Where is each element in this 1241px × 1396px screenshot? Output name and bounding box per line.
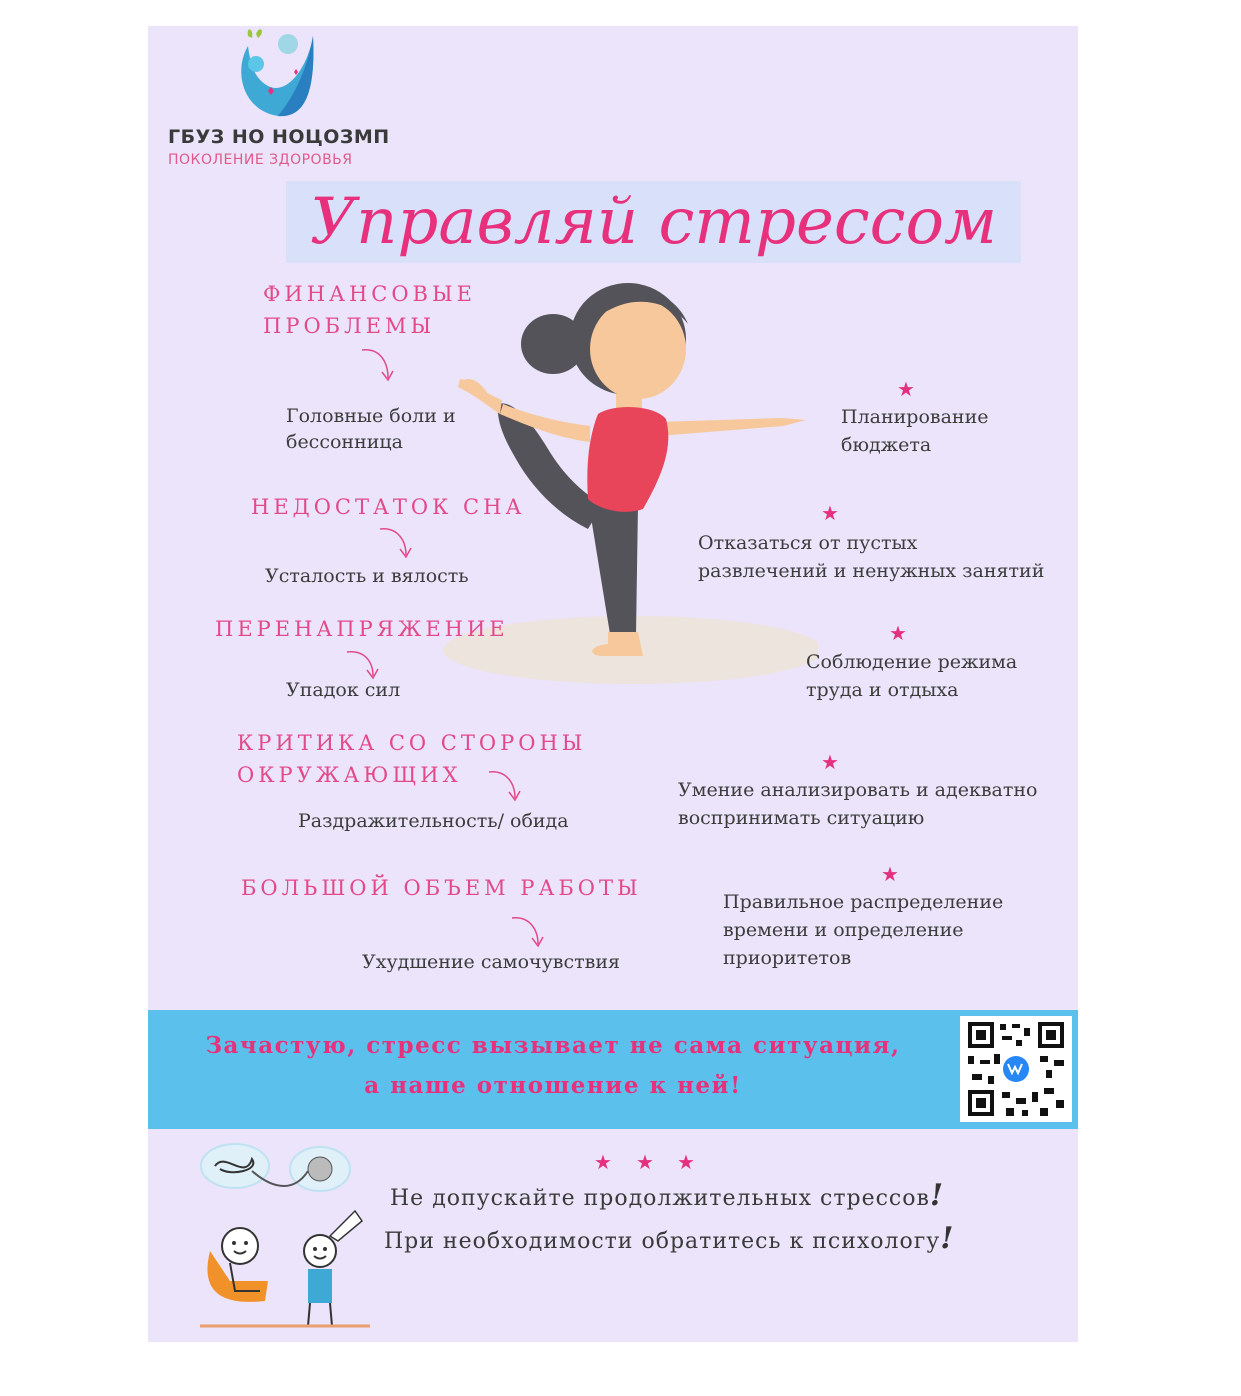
star-icon: ★ — [821, 501, 839, 525]
quote-text — [148, 1026, 958, 1106]
curved-arrow-icon — [485, 766, 525, 806]
advice-text: Не допускайте продолжительных стрессов — [390, 1186, 930, 1211]
cause-heading-finance — [263, 278, 476, 342]
star-icon: ★ — [897, 377, 915, 401]
title-box — [286, 181, 1021, 263]
tip-line: труда и отдыха — [806, 679, 959, 701]
cause-heading-sleep — [251, 491, 525, 523]
poster — [148, 26, 1078, 1342]
quote-line: Зачастую, стресс вызывает не сама ситуация, — [205, 1032, 901, 1059]
cause-effect-line: бессонница — [286, 431, 403, 453]
cause-heading-line: НЕДОСТАТОК СНА — [251, 495, 526, 519]
cause-heading-line: КРИТИКА СО СТОРОНЫ — [237, 731, 587, 755]
star-icon: ★ — [594, 1150, 612, 1174]
tip-line: приоритетов — [723, 947, 852, 969]
tip-line: Умение анализировать и адекватно — [678, 779, 1038, 801]
advice-line-1 — [390, 1178, 944, 1213]
cause-heading-line: ОКРУЖАЮЩИХ — [237, 763, 462, 787]
advice-text: При необходимости обратитесь к психологу — [384, 1229, 941, 1254]
organization-subtitle: ПОКОЛЕНИЕ ЗДОРОВЬЯ — [168, 152, 353, 168]
curved-arrow-icon — [508, 912, 548, 952]
curved-arrow-icon — [376, 523, 416, 563]
qr-code-icon — [960, 1016, 1072, 1122]
cause-heading-line: БОЛЬШОЙ ОБЪЕМ РАБОТЫ — [241, 876, 642, 900]
star-icon: ★ — [881, 862, 899, 886]
cause-effect-sleep — [265, 563, 469, 589]
cause-heading-criticism — [237, 727, 586, 791]
star-icon: ★ — [821, 750, 839, 774]
exclamation-mark: ! — [940, 1221, 955, 1256]
tip-time-management — [723, 888, 1003, 972]
cause-effect-line: Ухудшение самочувствия — [362, 951, 620, 973]
cause-heading-line: ФИНАНСОВЫЕ — [263, 282, 476, 306]
organization-logo — [228, 26, 318, 126]
tip-line: бюджета — [841, 434, 932, 456]
cause-effect-line: Упадок сил — [286, 679, 401, 701]
cause-heading-line: ПЕРЕНАПРЯЖЕНИЕ — [215, 617, 509, 641]
tip-budget — [841, 403, 989, 459]
vk-qr-code[interactable] — [960, 1016, 1072, 1122]
cause-heading-line: ПРОБЛЕМЫ — [263, 314, 436, 338]
cause-heading-overstrain — [215, 613, 509, 645]
tip-line: воспринимать ситуацию — [678, 807, 925, 829]
cause-effect-line: Раздражительность/ обида — [298, 810, 569, 832]
tip-refuse-entertainment — [698, 529, 1044, 585]
cause-effect-line: Усталость и вялость — [265, 565, 469, 587]
cause-effect-finance — [286, 403, 456, 455]
tip-line: Соблюдение режима — [806, 651, 1018, 673]
advice-line-2 — [384, 1221, 954, 1256]
tip-line: Правильное распределение — [723, 891, 1004, 913]
tip-line: Отказаться от пустых — [698, 532, 918, 554]
tip-work-rest — [806, 648, 1017, 704]
organization-name: ГБУЗ НО НОЦОЗМП — [168, 126, 390, 148]
star-icon: ★ — [889, 621, 907, 645]
cause-effect-workload — [362, 949, 620, 975]
cause-heading-workload — [241, 872, 642, 904]
cause-effect-criticism — [298, 808, 569, 834]
quote-line: а наше отношение к ней! — [364, 1072, 742, 1099]
tip-analyze-situation — [678, 776, 1037, 832]
star-icon: ★ — [636, 1150, 654, 1174]
psychologist-illustration — [190, 1141, 380, 1331]
tip-line: развлечений и ненужных занятий — [698, 560, 1045, 582]
curved-arrow-icon — [358, 344, 398, 386]
cause-effect-line: Головные боли и — [286, 405, 456, 427]
tip-line: Планирование — [841, 406, 989, 428]
star-icon: ★ — [677, 1150, 695, 1174]
tip-line: времени и определение — [723, 919, 964, 941]
cause-effect-overstrain — [286, 677, 400, 703]
quote-banner — [148, 1010, 1078, 1129]
exclamation-mark: ! — [929, 1178, 945, 1213]
page-title: Управляй стрессом — [309, 185, 998, 259]
